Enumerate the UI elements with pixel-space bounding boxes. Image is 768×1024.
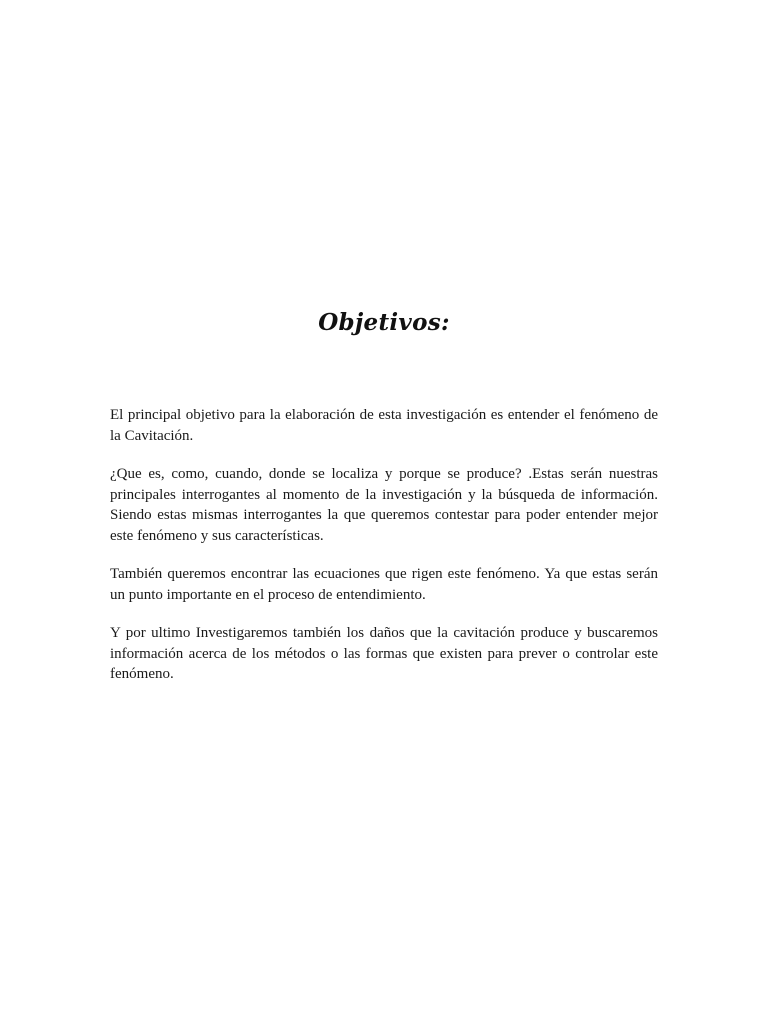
paragraph-4: Y por ultimo Investigaremos también los daños que la cavitación produce y buscaremos información acerca de los métodos o las formas que existen para prever o controlar este fenómeno. (110, 625, 658, 682)
paragraph-2: ¿Que es, como, cuando, donde se localiza y porque se produce? .Estas serán nuestras principales interrogantes al momento de la investigación y la búsqueda de información. Siendo estas mismas interrogantes la que queremos contestar para poder entender mejor este fenómeno y sus características. (110, 466, 658, 544)
paragraph-3: También queremos encontrar las ecuaciones que rigen este fenómeno. Ya que estas serán un punto importante en el proceso de entendimiento. (110, 566, 658, 603)
document-body (110, 405, 658, 703)
paragraph-1: El principal objetivo para la elaboración de esta investigación es entender el fenómeno de la Cavitación. (110, 407, 658, 444)
page-title: Objetivos: (318, 309, 450, 336)
